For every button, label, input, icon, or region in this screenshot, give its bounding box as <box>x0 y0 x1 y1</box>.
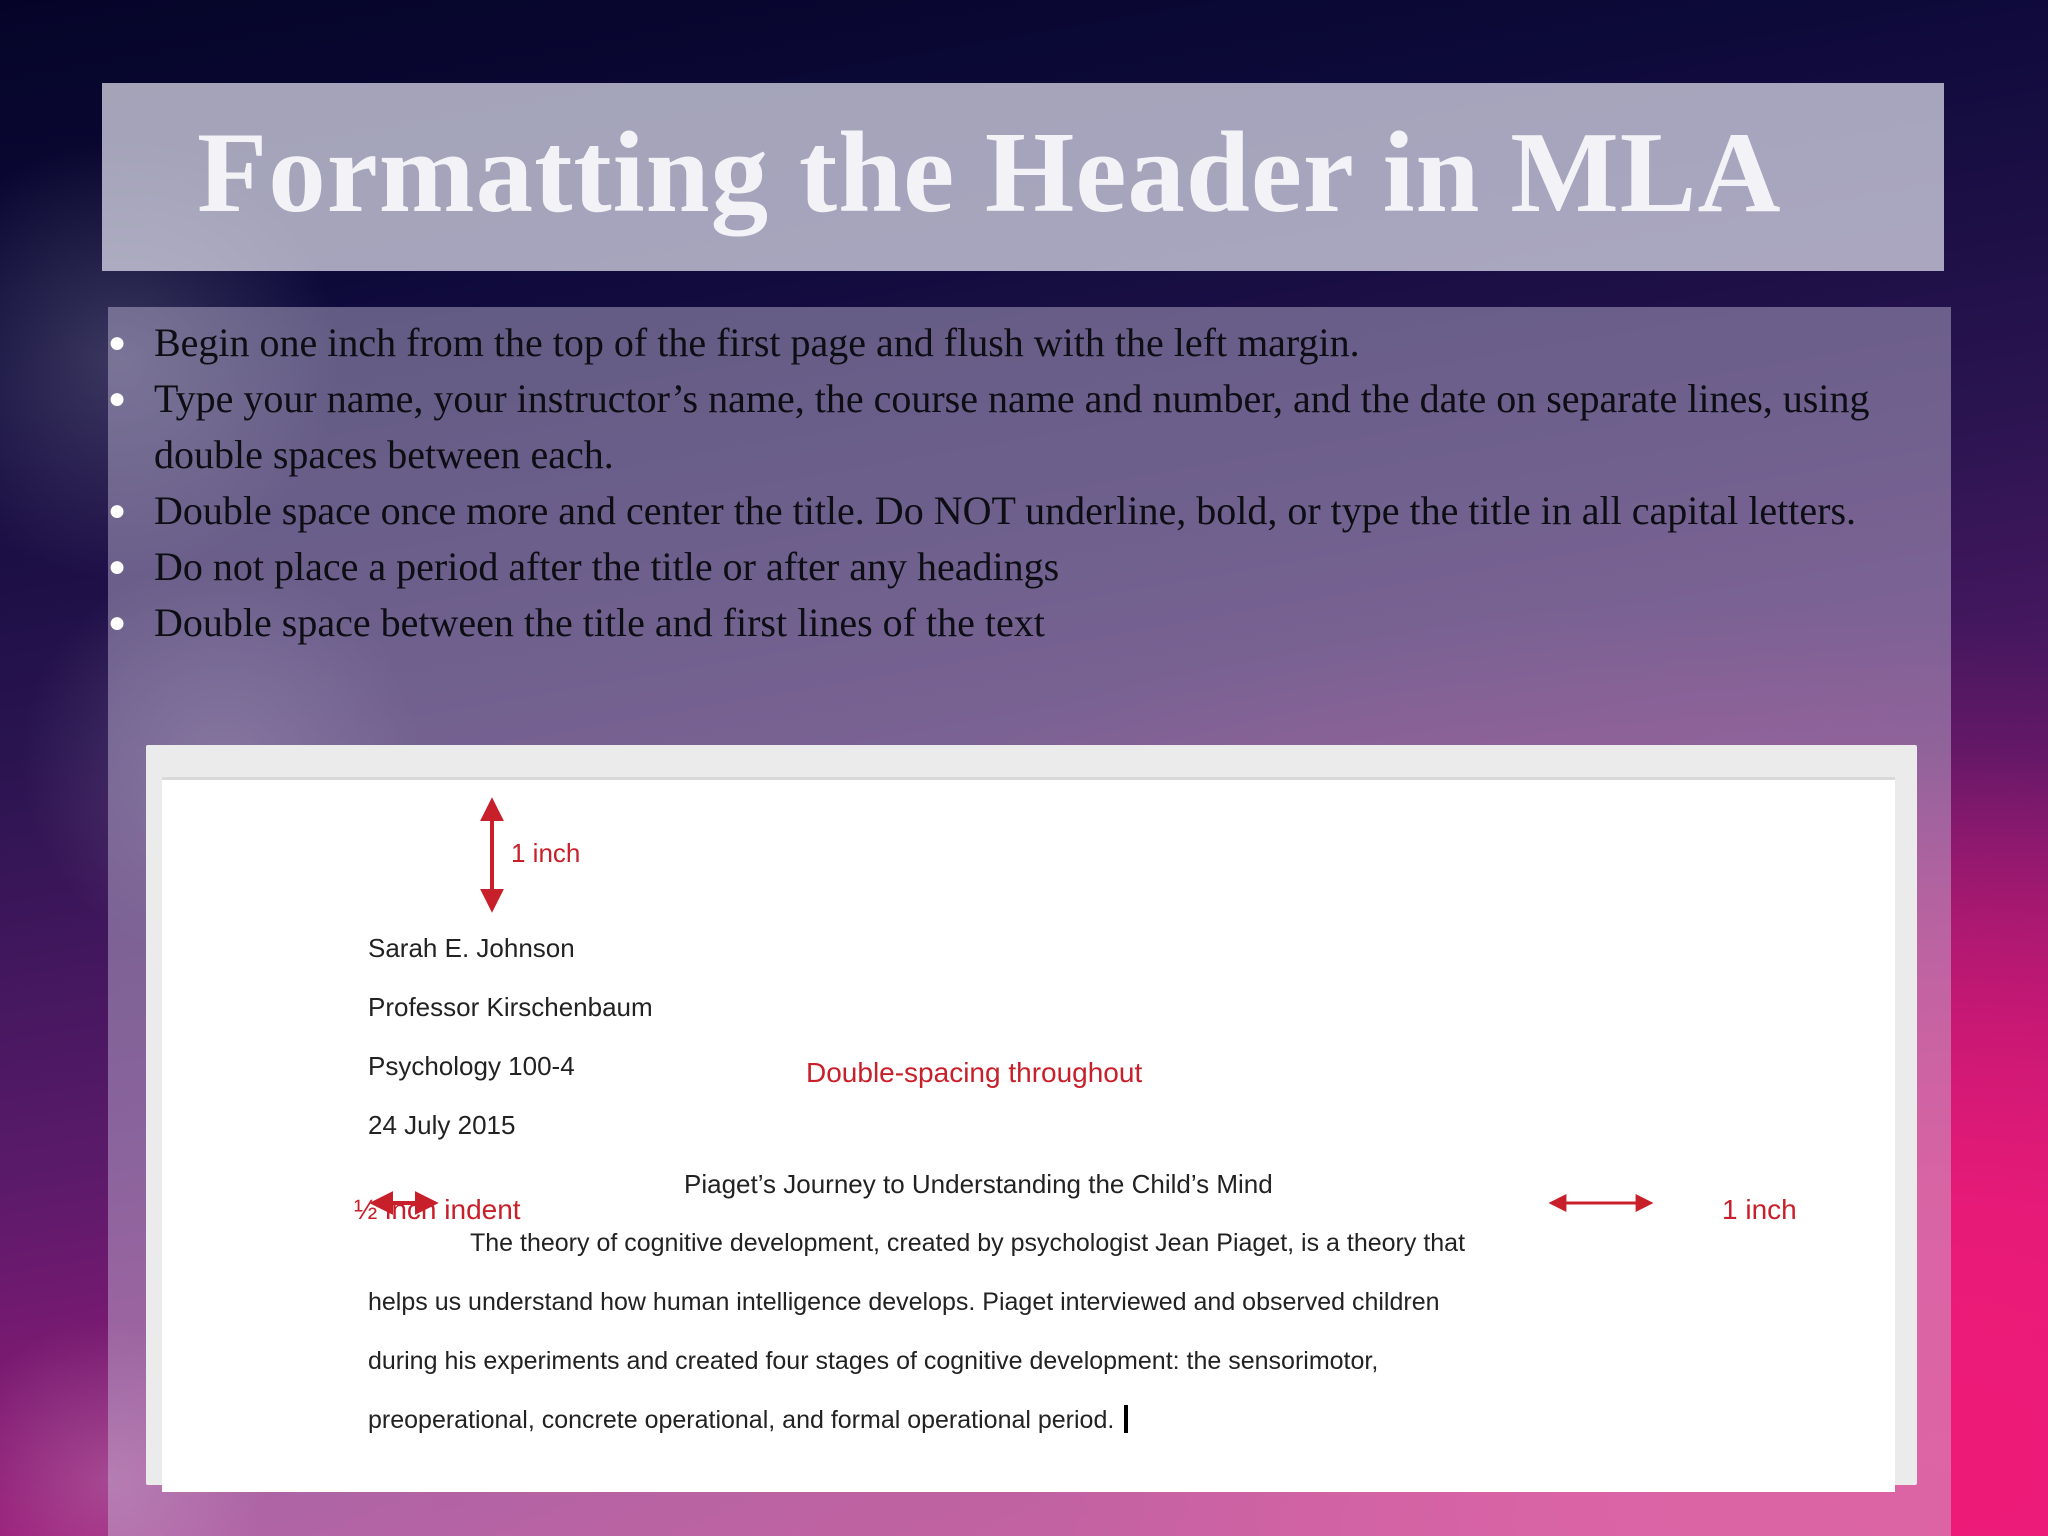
indent-label: ½ inch indent <box>354 1194 521 1225</box>
text-cursor-icon <box>1124 1405 1128 1433</box>
instructor-name: Professor Kirschenbaum <box>368 992 653 1022</box>
bullet-dot-icon: ● <box>108 382 127 415</box>
title-band <box>102 83 1944 271</box>
bullet-dot-icon: ● <box>108 550 127 583</box>
bullet-item <box>108 483 1938 539</box>
slide-title: Formatting the Header in MLA <box>197 109 1782 236</box>
bullet-item <box>108 539 1938 595</box>
document-page <box>162 777 1895 1492</box>
bullet-text: Do not place a period after the title or after any headings <box>154 544 1060 589</box>
bullet-text: Double space once more and center the title. Do NOT underline, bold, or type the title in all capital letters. <box>154 488 1857 533</box>
bullet-dot-icon: ● <box>108 494 127 527</box>
body-line-text: preoperational, concrete operational, and formal operational period. <box>368 1406 1115 1434</box>
body-line: The theory of cognitive development, created by psychologist Jean Piaget, is a theory that <box>470 1229 1466 1257</box>
bullet-dot-icon: ● <box>108 606 127 639</box>
top-margin-label: 1 inch <box>511 838 581 868</box>
paper-title: Piaget’s Journey to Understanding the Child’s Mind <box>684 1169 1273 1199</box>
bullet-text: Type your name, your instructor’s name, the course name and number, and the date on separate lines, using double spaces between each. <box>154 376 1870 477</box>
course-name: Psychology 100-4 <box>368 1051 575 1081</box>
bullet-item <box>108 595 1938 651</box>
mla-example-image <box>146 745 1917 1485</box>
bullet-list <box>108 315 1938 651</box>
bullet-dot-icon: ● <box>108 326 127 359</box>
body-line: helps us understand how human intelligence develops. Piaget interviewed and observed children <box>368 1288 1440 1316</box>
student-name: Sarah E. Johnson <box>368 933 575 963</box>
bullet-text: Begin one inch from the top of the first page and flush with the left margin. <box>154 320 1360 365</box>
body-line: during his experiments and created four stages of cognitive development: the sensorimotor, <box>368 1347 1379 1375</box>
bullet-item <box>108 315 1938 371</box>
paper-date: 24 July 2015 <box>368 1110 516 1140</box>
bullet-text: Double space between the title and first lines of the text <box>154 600 1045 645</box>
right-margin-label: 1 inch <box>1722 1194 1797 1225</box>
bullet-item <box>108 371 1938 483</box>
body-line-last <box>368 1405 1128 1435</box>
spacing-note: Double-spacing throughout <box>806 1057 1143 1088</box>
